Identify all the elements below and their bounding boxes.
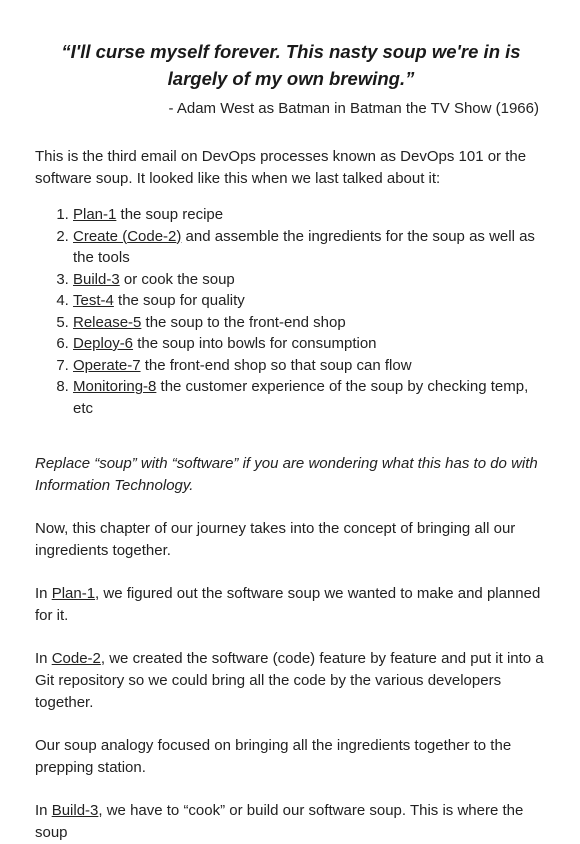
- list-item: 1. Plan-1 the soup recipe: [73, 204, 547, 226]
- code-paragraph: In Code-2, we created the software (code) feature by feature and put it into a Git repository so we could bring all the code by the various developers together.: [35, 650, 544, 711]
- code-link[interactable]: Code-2: [51, 650, 101, 667]
- plan-link[interactable]: Plan-1: [51, 585, 96, 602]
- list-item: 2. Create (Code-2) and assemble the ingredients for the soup as well as the tools: [73, 226, 547, 269]
- list-item: 3. Build-3 or cook the soup: [73, 269, 547, 291]
- list-item: 8. Monitoring-8 the customer experience of the soup by checking temp, etc: [73, 376, 547, 419]
- plan-paragraph: In Plan-1, we figured out the software soup we wanted to make and planned for it.: [35, 585, 541, 624]
- step-link-release[interactable]: Release-5: [73, 313, 142, 331]
- step-link-plan[interactable]: Plan-1: [73, 206, 117, 223]
- list-item: 6. Deploy-6 the soup into bowls for consumption: [73, 333, 547, 355]
- step-link-monitoring[interactable]: Monitoring-8: [73, 378, 157, 395]
- list-item: 4. Test-4 the soup for quality: [73, 290, 547, 312]
- step-2-rest: ) and assemble the ingredients for the soup as well as the tools: [73, 227, 535, 266]
- quote-attribution: - Adam West as Batman in Batman the TV Show (1966): [168, 100, 539, 117]
- email-body: [35, 38, 547, 844]
- step-link-build[interactable]: Build-3: [73, 270, 120, 288]
- list-item: 5. Release-5 the soup to the front-end shop: [73, 312, 547, 334]
- step-2-text: and assemble the ingredients for the soup as well as the tools: [73, 227, 535, 266]
- analogy-paragraph: Our soup analogy focused on bringing all the ingredients together to the prepping station.: [35, 737, 512, 776]
- step-link-test[interactable]: Test-4: [73, 292, 114, 309]
- step-link-deploy[interactable]: Deploy-6: [73, 335, 134, 352]
- step-link-code[interactable]: Code-2: [127, 227, 177, 245]
- quote: “I'll curse myself forever. This nasty soup we're in is largely of my own brewing.”: [61, 41, 521, 89]
- build-link[interactable]: Build-3: [51, 802, 99, 819]
- replace-note: Replace “soup” with “software” if you are wondering what this has to do with Information Technology.: [35, 455, 538, 494]
- build-paragraph: In Build-3, we have to “cook” or build our software soup. This is where the soup: [35, 802, 524, 841]
- chapter-paragraph: Now, this chapter of our journey takes into the concept of bringing all our ingredients together.: [35, 520, 516, 559]
- intro-paragraph: This is the third email on DevOps processes known as DevOps 101 or the software soup. It looked like this when we last talked about it:: [35, 148, 527, 187]
- step-link-operate[interactable]: Operate-7: [73, 356, 141, 374]
- list-item: 7. Operate-7 the front-end shop so that soup can flow: [73, 355, 547, 377]
- devops-steps-list: [35, 204, 547, 419]
